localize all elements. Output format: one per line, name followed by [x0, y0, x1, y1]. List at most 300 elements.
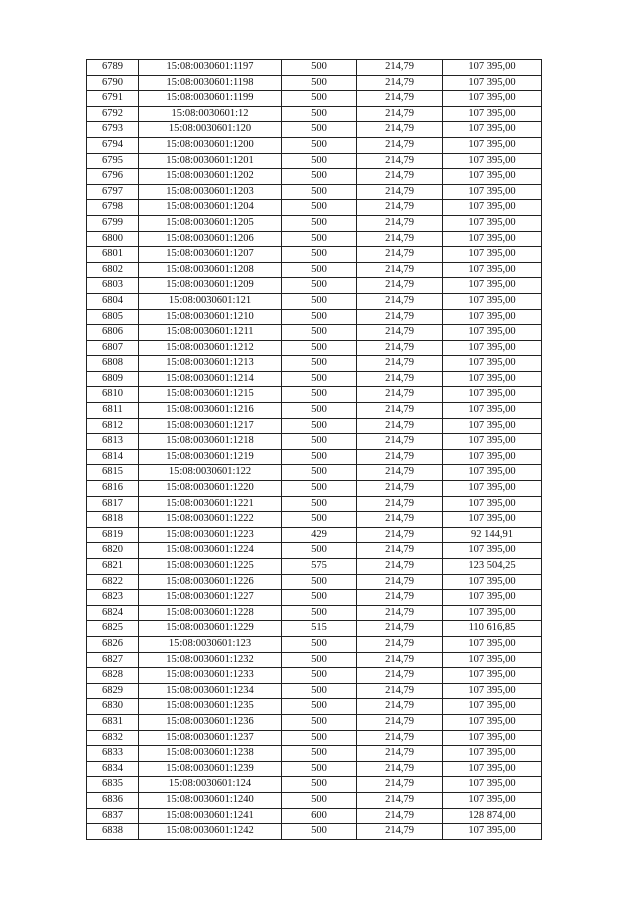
cadastral-number-cell: 15:08:0030601:1221	[139, 496, 282, 512]
row-number-cell: 6793	[87, 122, 139, 138]
table-row	[87, 590, 542, 606]
cadastral-value-cell: 107 395,00	[443, 75, 542, 91]
table-row	[87, 247, 542, 263]
row-number-cell: 6829	[87, 683, 139, 699]
unit-value-cell: 214,79	[357, 91, 443, 107]
unit-value-cell: 214,79	[357, 169, 443, 185]
area-cell: 500	[282, 574, 357, 590]
row-number-cell: 6790	[87, 75, 139, 91]
row-number-cell: 6811	[87, 403, 139, 419]
unit-value-cell: 214,79	[357, 278, 443, 294]
table-row	[87, 465, 542, 481]
area-cell: 500	[282, 605, 357, 621]
unit-value-cell: 214,79	[357, 434, 443, 450]
row-number-cell: 6825	[87, 621, 139, 637]
table-row	[87, 278, 542, 294]
cadastral-value-cell: 107 395,00	[443, 496, 542, 512]
table-row	[87, 169, 542, 185]
table-row	[87, 699, 542, 715]
cadastral-number-cell: 15:08:0030601:1209	[139, 278, 282, 294]
row-number-cell: 6822	[87, 574, 139, 590]
cadastral-value-cell: 107 395,00	[443, 777, 542, 793]
area-cell: 500	[282, 106, 357, 122]
row-number-cell: 6803	[87, 278, 139, 294]
table-row	[87, 777, 542, 793]
cadastral-number-cell: 15:08:0030601:1215	[139, 387, 282, 403]
table-row	[87, 527, 542, 543]
cadastral-value-cell: 107 395,00	[443, 543, 542, 559]
unit-value-cell: 214,79	[357, 262, 443, 278]
cadastral-number-cell: 15:08:0030601:1214	[139, 371, 282, 387]
cadastral-number-cell: 15:08:0030601:1220	[139, 481, 282, 497]
unit-value-cell: 214,79	[357, 481, 443, 497]
cadastral-number-cell: 15:08:0030601:1232	[139, 652, 282, 668]
table-row	[87, 652, 542, 668]
unit-value-cell: 214,79	[357, 184, 443, 200]
cadastral-number-cell: 15:08:0030601:1206	[139, 231, 282, 247]
area-cell: 500	[282, 309, 357, 325]
cadastral-number-cell: 15:08:0030601:1205	[139, 215, 282, 231]
cadastral-number-cell: 15:08:0030601:1237	[139, 730, 282, 746]
row-number-cell: 6813	[87, 434, 139, 450]
table-row	[87, 543, 542, 559]
unit-value-cell: 214,79	[357, 106, 443, 122]
row-number-cell: 6817	[87, 496, 139, 512]
cadastral-number-cell: 15:08:0030601:1241	[139, 808, 282, 824]
table-row	[87, 574, 542, 590]
area-cell: 500	[282, 91, 357, 107]
cadastral-value-cell: 107 395,00	[443, 512, 542, 528]
cadastral-value-cell: 107 395,00	[443, 356, 542, 372]
cadastral-number-cell: 15:08:0030601:1208	[139, 262, 282, 278]
cadastral-value-cell: 107 395,00	[443, 590, 542, 606]
row-number-cell: 6807	[87, 340, 139, 356]
area-cell: 500	[282, 387, 357, 403]
cadastral-number-cell: 15:08:0030601:1236	[139, 714, 282, 730]
cadastral-number-cell: 15:08:0030601:1213	[139, 356, 282, 372]
cadastral-number-cell: 15:08:0030601:1204	[139, 200, 282, 216]
area-cell: 500	[282, 278, 357, 294]
cadastral-number-cell: 15:08:0030601:1238	[139, 746, 282, 762]
unit-value-cell: 214,79	[357, 247, 443, 263]
unit-value-cell: 214,79	[357, 137, 443, 153]
unit-value-cell: 214,79	[357, 122, 443, 138]
unit-value-cell: 214,79	[357, 761, 443, 777]
cadastral-number-cell: 15:08:0030601:124	[139, 777, 282, 793]
cadastral-number-cell: 15:08:0030601:121	[139, 293, 282, 309]
cadastral-number-cell: 15:08:0030601:123	[139, 636, 282, 652]
area-cell: 500	[282, 169, 357, 185]
area-cell: 500	[282, 418, 357, 434]
area-cell: 500	[282, 636, 357, 652]
unit-value-cell: 214,79	[357, 387, 443, 403]
cadastral-number-cell: 15:08:0030601:1225	[139, 559, 282, 575]
cadastral-value-cell: 107 395,00	[443, 153, 542, 169]
cadastral-number-cell: 15:08:0030601:1240	[139, 792, 282, 808]
cadastral-number-cell: 15:08:0030601:1239	[139, 761, 282, 777]
table-row	[87, 122, 542, 138]
unit-value-cell: 214,79	[357, 325, 443, 341]
area-cell: 500	[282, 543, 357, 559]
row-number-cell: 6804	[87, 293, 139, 309]
cadastral-value-cell: 107 395,00	[443, 106, 542, 122]
area-cell: 500	[282, 403, 357, 419]
unit-value-cell: 214,79	[357, 60, 443, 76]
table-row	[87, 309, 542, 325]
cadastral-value-cell: 128 874,00	[443, 808, 542, 824]
row-number-cell: 6809	[87, 371, 139, 387]
cadastral-value-cell: 107 395,00	[443, 418, 542, 434]
row-number-cell: 6792	[87, 106, 139, 122]
area-cell: 500	[282, 262, 357, 278]
area-cell: 500	[282, 215, 357, 231]
area-cell: 500	[282, 652, 357, 668]
row-number-cell: 6820	[87, 543, 139, 559]
cadastral-number-cell: 15:08:0030601:1210	[139, 309, 282, 325]
unit-value-cell: 214,79	[357, 683, 443, 699]
cadastral-number-cell: 15:08:0030601:120	[139, 122, 282, 138]
unit-value-cell: 214,79	[357, 527, 443, 543]
cadastral-value-cell: 110 616,85	[443, 621, 542, 637]
table-row	[87, 106, 542, 122]
table-row	[87, 496, 542, 512]
cadastral-number-cell: 15:08:0030601:1218	[139, 434, 282, 450]
cadastral-value-table	[86, 59, 542, 840]
unit-value-cell: 214,79	[357, 605, 443, 621]
unit-value-cell: 214,79	[357, 371, 443, 387]
table-row	[87, 356, 542, 372]
cadastral-number-cell: 15:08:0030601:1216	[139, 403, 282, 419]
cadastral-value-cell: 107 395,00	[443, 200, 542, 216]
table-row	[87, 325, 542, 341]
area-cell: 500	[282, 60, 357, 76]
area-cell: 500	[282, 761, 357, 777]
row-number-cell: 6806	[87, 325, 139, 341]
unit-value-cell: 214,79	[357, 356, 443, 372]
cadastral-number-cell: 15:08:0030601:1229	[139, 621, 282, 637]
row-number-cell: 6816	[87, 481, 139, 497]
table-row	[87, 512, 542, 528]
row-number-cell: 6830	[87, 699, 139, 715]
cadastral-value-cell: 107 395,00	[443, 293, 542, 309]
row-number-cell: 6800	[87, 231, 139, 247]
cadastral-number-cell: 15:08:0030601:1207	[139, 247, 282, 263]
table-row	[87, 434, 542, 450]
row-number-cell: 6796	[87, 169, 139, 185]
cadastral-value-cell: 107 395,00	[443, 91, 542, 107]
cadastral-number-cell: 15:08:0030601:1197	[139, 60, 282, 76]
area-cell: 500	[282, 122, 357, 138]
cadastral-value-cell: 92 144,91	[443, 527, 542, 543]
area-cell: 500	[282, 340, 357, 356]
area-cell: 500	[282, 590, 357, 606]
table-row	[87, 200, 542, 216]
table-row	[87, 761, 542, 777]
row-number-cell: 6795	[87, 153, 139, 169]
unit-value-cell: 214,79	[357, 215, 443, 231]
cadastral-value-cell: 107 395,00	[443, 325, 542, 341]
area-cell: 500	[282, 668, 357, 684]
unit-value-cell: 214,79	[357, 543, 443, 559]
cadastral-value-cell: 107 395,00	[443, 574, 542, 590]
cadastral-number-cell: 15:08:0030601:1233	[139, 668, 282, 684]
table-row	[87, 387, 542, 403]
row-number-cell: 6801	[87, 247, 139, 263]
row-number-cell: 6797	[87, 184, 139, 200]
table-row	[87, 449, 542, 465]
cadastral-number-cell: 15:08:0030601:1223	[139, 527, 282, 543]
table-row	[87, 824, 542, 840]
table-row	[87, 91, 542, 107]
unit-value-cell: 214,79	[357, 418, 443, 434]
area-cell: 500	[282, 824, 357, 840]
area-cell: 500	[282, 777, 357, 793]
unit-value-cell: 214,79	[357, 200, 443, 216]
unit-value-cell: 214,79	[357, 792, 443, 808]
cadastral-value-cell: 107 395,00	[443, 387, 542, 403]
row-number-cell: 6832	[87, 730, 139, 746]
cadastral-number-cell: 15:08:0030601:1198	[139, 75, 282, 91]
table-row	[87, 262, 542, 278]
table-row	[87, 403, 542, 419]
cadastral-number-cell: 15:08:0030601:1200	[139, 137, 282, 153]
unit-value-cell: 214,79	[357, 559, 443, 575]
area-cell: 500	[282, 293, 357, 309]
table-row	[87, 746, 542, 762]
row-number-cell: 6828	[87, 668, 139, 684]
unit-value-cell: 214,79	[357, 636, 443, 652]
row-number-cell: 6812	[87, 418, 139, 434]
cadastral-value-cell: 107 395,00	[443, 122, 542, 138]
table-row	[87, 668, 542, 684]
table-row	[87, 418, 542, 434]
row-number-cell: 6814	[87, 449, 139, 465]
cadastral-value-cell: 107 395,00	[443, 434, 542, 450]
row-number-cell: 6819	[87, 527, 139, 543]
unit-value-cell: 214,79	[357, 153, 443, 169]
cadastral-value-cell: 107 395,00	[443, 247, 542, 263]
cadastral-value-cell: 107 395,00	[443, 481, 542, 497]
row-number-cell: 6833	[87, 746, 139, 762]
area-cell: 500	[282, 792, 357, 808]
cadastral-value-cell: 107 395,00	[443, 231, 542, 247]
area-cell: 500	[282, 496, 357, 512]
cadastral-number-cell: 15:08:0030601:1235	[139, 699, 282, 715]
cadastral-number-cell: 15:08:0030601:1222	[139, 512, 282, 528]
cadastral-number-cell: 15:08:0030601:1227	[139, 590, 282, 606]
cadastral-value-cell: 107 395,00	[443, 746, 542, 762]
row-number-cell: 6818	[87, 512, 139, 528]
area-cell: 500	[282, 231, 357, 247]
area-cell: 500	[282, 75, 357, 91]
cadastral-value-cell: 107 395,00	[443, 730, 542, 746]
cadastral-number-cell: 15:08:0030601:1219	[139, 449, 282, 465]
unit-value-cell: 214,79	[357, 746, 443, 762]
area-cell: 500	[282, 137, 357, 153]
table-row	[87, 683, 542, 699]
cadastral-number-cell: 15:08:0030601:12	[139, 106, 282, 122]
cadastral-number-cell: 15:08:0030601:122	[139, 465, 282, 481]
table-row	[87, 808, 542, 824]
unit-value-cell: 214,79	[357, 730, 443, 746]
unit-value-cell: 214,79	[357, 590, 443, 606]
area-cell: 500	[282, 481, 357, 497]
row-number-cell: 6834	[87, 761, 139, 777]
area-cell: 575	[282, 559, 357, 575]
cadastral-value-cell: 123 504,25	[443, 559, 542, 575]
unit-value-cell: 214,79	[357, 496, 443, 512]
cadastral-number-cell: 15:08:0030601:1234	[139, 683, 282, 699]
table-row	[87, 792, 542, 808]
unit-value-cell: 214,79	[357, 714, 443, 730]
unit-value-cell: 214,79	[357, 824, 443, 840]
cadastral-value-cell: 107 395,00	[443, 60, 542, 76]
area-cell: 500	[282, 465, 357, 481]
cadastral-value-cell: 107 395,00	[443, 636, 542, 652]
table-row	[87, 60, 542, 76]
table-row	[87, 184, 542, 200]
row-number-cell: 6831	[87, 714, 139, 730]
table-row	[87, 75, 542, 91]
unit-value-cell: 214,79	[357, 574, 443, 590]
unit-value-cell: 214,79	[357, 293, 443, 309]
cadastral-value-cell: 107 395,00	[443, 465, 542, 481]
cadastral-value-cell: 107 395,00	[443, 824, 542, 840]
table-row	[87, 559, 542, 575]
cadastral-number-cell: 15:08:0030601:1242	[139, 824, 282, 840]
row-number-cell: 6821	[87, 559, 139, 575]
area-cell: 500	[282, 746, 357, 762]
cadastral-value-cell: 107 395,00	[443, 371, 542, 387]
table-body	[87, 60, 542, 840]
row-number-cell: 6791	[87, 91, 139, 107]
cadastral-value-cell: 107 395,00	[443, 215, 542, 231]
cadastral-value-cell: 107 395,00	[443, 169, 542, 185]
area-cell: 500	[282, 683, 357, 699]
unit-value-cell: 214,79	[357, 449, 443, 465]
cadastral-number-cell: 15:08:0030601:1203	[139, 184, 282, 200]
area-cell: 500	[282, 153, 357, 169]
unit-value-cell: 214,79	[357, 668, 443, 684]
area-cell: 500	[282, 512, 357, 528]
area-cell: 500	[282, 356, 357, 372]
area-cell: 500	[282, 247, 357, 263]
cadastral-value-cell: 107 395,00	[443, 792, 542, 808]
table-row	[87, 340, 542, 356]
cadastral-number-cell: 15:08:0030601:1201	[139, 153, 282, 169]
cadastral-value-cell: 107 395,00	[443, 605, 542, 621]
row-number-cell: 6794	[87, 137, 139, 153]
unit-value-cell: 214,79	[357, 808, 443, 824]
table-row	[87, 153, 542, 169]
row-number-cell: 6799	[87, 215, 139, 231]
row-number-cell: 6815	[87, 465, 139, 481]
cadastral-value-cell: 107 395,00	[443, 668, 542, 684]
table-row	[87, 371, 542, 387]
cadastral-value-cell: 107 395,00	[443, 262, 542, 278]
row-number-cell: 6805	[87, 309, 139, 325]
area-cell: 500	[282, 730, 357, 746]
row-number-cell: 6835	[87, 777, 139, 793]
cadastral-value-cell: 107 395,00	[443, 340, 542, 356]
unit-value-cell: 214,79	[357, 309, 443, 325]
area-cell: 500	[282, 371, 357, 387]
cadastral-value-cell: 107 395,00	[443, 761, 542, 777]
unit-value-cell: 214,79	[357, 652, 443, 668]
row-number-cell: 6826	[87, 636, 139, 652]
row-number-cell: 6827	[87, 652, 139, 668]
table-row	[87, 714, 542, 730]
area-cell: 500	[282, 449, 357, 465]
row-number-cell: 6837	[87, 808, 139, 824]
table-row	[87, 636, 542, 652]
area-cell: 500	[282, 325, 357, 341]
table-row	[87, 215, 542, 231]
unit-value-cell: 214,79	[357, 777, 443, 793]
cadastral-number-cell: 15:08:0030601:1228	[139, 605, 282, 621]
unit-value-cell: 214,79	[357, 403, 443, 419]
table-row	[87, 621, 542, 637]
row-number-cell: 6808	[87, 356, 139, 372]
area-cell: 429	[282, 527, 357, 543]
cadastral-value-cell: 107 395,00	[443, 137, 542, 153]
cadastral-value-cell: 107 395,00	[443, 278, 542, 294]
row-number-cell: 6789	[87, 60, 139, 76]
area-cell: 500	[282, 699, 357, 715]
cadastral-value-cell: 107 395,00	[443, 699, 542, 715]
unit-value-cell: 214,79	[357, 512, 443, 528]
cadastral-number-cell: 15:08:0030601:1211	[139, 325, 282, 341]
unit-value-cell: 214,79	[357, 340, 443, 356]
row-number-cell: 6836	[87, 792, 139, 808]
table-row	[87, 730, 542, 746]
table-row	[87, 137, 542, 153]
cadastral-number-cell: 15:08:0030601:1202	[139, 169, 282, 185]
table-row	[87, 293, 542, 309]
row-number-cell: 6824	[87, 605, 139, 621]
cadastral-number-cell: 15:08:0030601:1217	[139, 418, 282, 434]
area-cell: 515	[282, 621, 357, 637]
table-row	[87, 605, 542, 621]
unit-value-cell: 214,79	[357, 699, 443, 715]
cadastral-number-cell: 15:08:0030601:1226	[139, 574, 282, 590]
row-number-cell: 6823	[87, 590, 139, 606]
unit-value-cell: 214,79	[357, 231, 443, 247]
table-row	[87, 231, 542, 247]
cadastral-value-cell: 107 395,00	[443, 309, 542, 325]
cadastral-value-cell: 107 395,00	[443, 449, 542, 465]
unit-value-cell: 214,79	[357, 465, 443, 481]
cadastral-number-cell: 15:08:0030601:1212	[139, 340, 282, 356]
area-cell: 500	[282, 200, 357, 216]
area-cell: 500	[282, 434, 357, 450]
cadastral-number-cell: 15:08:0030601:1199	[139, 91, 282, 107]
row-number-cell: 6810	[87, 387, 139, 403]
area-cell: 500	[282, 714, 357, 730]
area-cell: 600	[282, 808, 357, 824]
unit-value-cell: 214,79	[357, 621, 443, 637]
table-row	[87, 481, 542, 497]
cadastral-value-cell: 107 395,00	[443, 652, 542, 668]
row-number-cell: 6838	[87, 824, 139, 840]
row-number-cell: 6802	[87, 262, 139, 278]
cadastral-value-cell: 107 395,00	[443, 403, 542, 419]
area-cell: 500	[282, 184, 357, 200]
row-number-cell: 6798	[87, 200, 139, 216]
cadastral-number-cell: 15:08:0030601:1224	[139, 543, 282, 559]
cadastral-value-cell: 107 395,00	[443, 184, 542, 200]
cadastral-value-cell: 107 395,00	[443, 714, 542, 730]
